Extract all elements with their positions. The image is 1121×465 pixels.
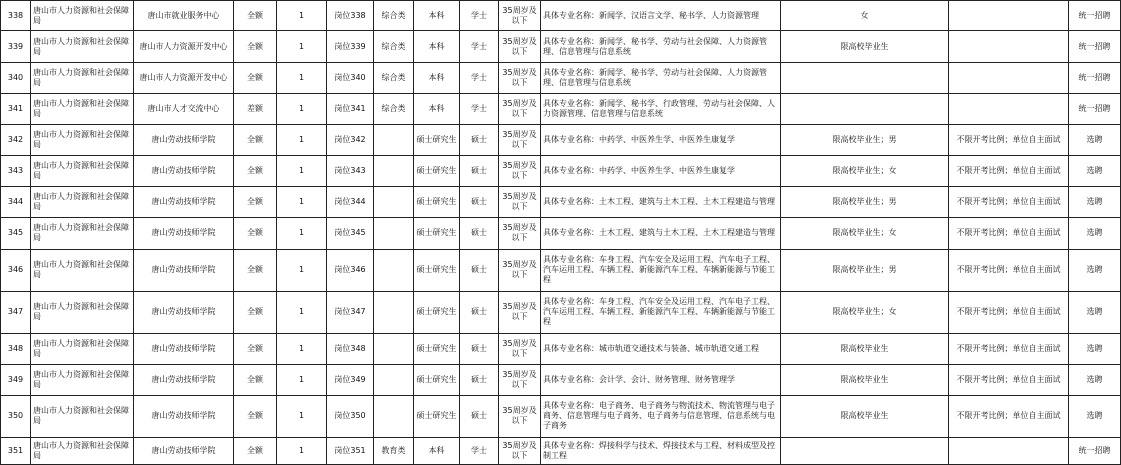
cell-age-requirement: 35周岁及以下: [499, 94, 541, 125]
cell-exam-ratio: 不限开考比例；单位自主面试: [949, 187, 1069, 218]
cell-position-code: 岗位339: [327, 31, 374, 63]
cell-row-number: 342: [1, 125, 31, 156]
cell-position-code: 岗位347: [327, 291, 374, 333]
cell-employer: 唐山劳动技师学院: [134, 218, 234, 249]
cell-age-requirement: 35周岁及以下: [499, 125, 541, 156]
cell-row-number: 341: [1, 94, 31, 125]
cell-major-requirement: 具体专业名称：新闻学、秘书学、行政管理、劳动与社会保障、人力资源管理、信息管理与信息系统: [541, 94, 781, 125]
cell-department: 唐山市人力资源和社会保障局: [31, 218, 134, 249]
cell-degree: 硕士: [460, 218, 499, 249]
cell-headcount: 1: [277, 364, 327, 395]
cell-row-number: 348: [1, 333, 31, 364]
cell-exam-ratio: [949, 63, 1069, 94]
cell-row-number: 350: [1, 395, 31, 437]
cell-major-requirement: 具体专业名称：土木工程、建筑与土木工程、土木工程建造与管理: [541, 187, 781, 218]
table-row: [1, 218, 1121, 249]
cell-row-number: 349: [1, 364, 31, 395]
cell-position-category: [374, 291, 414, 333]
cell-employer: 唐山劳动技师学院: [134, 125, 234, 156]
cell-department: 唐山市人力资源和社会保障局: [31, 63, 134, 94]
cell-funding-type: 全额: [234, 63, 277, 94]
cell-funding-type: 全额: [234, 364, 277, 395]
cell-position-category: [374, 249, 414, 291]
cell-department: 唐山市人力资源和社会保障局: [31, 31, 134, 63]
cell-education: 硕士研究生: [414, 364, 460, 395]
table-row: [1, 249, 1121, 291]
cell-degree: 学士: [460, 31, 499, 63]
cell-age-requirement: 35周岁及以下: [499, 364, 541, 395]
cell-headcount: 1: [277, 218, 327, 249]
cell-other-requirement: 限高校毕业生；男: [781, 125, 949, 156]
cell-position-code: 岗位342: [327, 125, 374, 156]
cell-age-requirement: 35周岁及以下: [499, 156, 541, 187]
cell-major-requirement: 具体专业名称：新闻学、秘书学、劳动与社会保障、人力资源管理、信息管理与信息系统: [541, 63, 781, 94]
cell-recruit-method: 选聘: [1069, 291, 1121, 333]
cell-employer: 唐山市人力资源开发中心: [134, 31, 234, 63]
cell-funding-type: 全额: [234, 1, 277, 31]
cell-major-requirement: 具体专业名称：会计学、会计、财务管理、财务管理学: [541, 364, 781, 395]
cell-employer: 唐山劳动技师学院: [134, 156, 234, 187]
cell-recruit-method: 选聘: [1069, 218, 1121, 249]
cell-funding-type: 差额: [234, 94, 277, 125]
cell-age-requirement: 35周岁及以下: [499, 1, 541, 31]
table-row: [1, 187, 1121, 218]
cell-row-number: 340: [1, 63, 31, 94]
cell-other-requirement: 限高校毕业生: [781, 333, 949, 364]
cell-row-number: 346: [1, 249, 31, 291]
cell-position-category: [374, 364, 414, 395]
cell-position-code: 岗位344: [327, 187, 374, 218]
cell-exam-ratio: 不限开考比例；单位自主面试: [949, 364, 1069, 395]
cell-funding-type: 全额: [234, 291, 277, 333]
cell-other-requirement: 限高校毕业生；女: [781, 218, 949, 249]
cell-other-requirement: [781, 94, 949, 125]
cell-employer: 唐山市人才交流中心: [134, 94, 234, 125]
cell-recruit-method: 统一招聘: [1069, 437, 1121, 464]
cell-position-code: 岗位351: [327, 437, 374, 464]
cell-age-requirement: 35周岁及以下: [499, 63, 541, 94]
cell-row-number: 351: [1, 437, 31, 464]
cell-position-category: [374, 187, 414, 218]
cell-funding-type: 全额: [234, 156, 277, 187]
cell-department: 唐山市人力资源和社会保障局: [31, 156, 134, 187]
cell-major-requirement: 具体专业名称：新闻学、秘书学、劳动与社会保障、人力资源管理、信息管理与信息系统: [541, 31, 781, 63]
cell-age-requirement: 35周岁及以下: [499, 291, 541, 333]
cell-exam-ratio: 不限开考比例；单位自主面试: [949, 395, 1069, 437]
cell-degree: 硕士: [460, 364, 499, 395]
cell-funding-type: 全额: [234, 437, 277, 464]
cell-degree: 学士: [460, 63, 499, 94]
cell-position-code: 岗位346: [327, 249, 374, 291]
cell-department: 唐山市人力资源和社会保障局: [31, 291, 134, 333]
cell-major-requirement: 具体专业名称：电子商务、电子商务与物流技术、物流管理与电子商务、信息管理与电子商务、电子商务与信息管理、信息系统与电子商务: [541, 395, 781, 437]
cell-headcount: 1: [277, 437, 327, 464]
table-row: [1, 63, 1121, 94]
cell-employer: 唐山劳动技师学院: [134, 364, 234, 395]
cell-education: 硕士研究生: [414, 187, 460, 218]
cell-row-number: 339: [1, 31, 31, 63]
cell-education: 本科: [414, 1, 460, 31]
cell-department: 唐山市人力资源和社会保障局: [31, 187, 134, 218]
cell-other-requirement: [781, 437, 949, 464]
cell-headcount: 1: [277, 395, 327, 437]
cell-degree: 硕士: [460, 125, 499, 156]
cell-age-requirement: 35周岁及以下: [499, 333, 541, 364]
cell-age-requirement: 35周岁及以下: [499, 437, 541, 464]
cell-position-category: 综合类: [374, 63, 414, 94]
cell-funding-type: 全额: [234, 187, 277, 218]
cell-position-code: 岗位345: [327, 218, 374, 249]
cell-headcount: 1: [277, 333, 327, 364]
cell-major-requirement: 具体专业名称：焊接科学与技术、焊接技术与工程、材料成型及控制工程: [541, 437, 781, 464]
cell-headcount: 1: [277, 125, 327, 156]
cell-degree: 学士: [460, 1, 499, 31]
cell-recruit-method: 选聘: [1069, 125, 1121, 156]
cell-recruit-method: 统一招聘: [1069, 63, 1121, 94]
cell-age-requirement: 35周岁及以下: [499, 31, 541, 63]
cell-position-code: 岗位338: [327, 1, 374, 31]
cell-education: 本科: [414, 63, 460, 94]
cell-department: 唐山市人力资源和社会保障局: [31, 437, 134, 464]
cell-position-category: [374, 156, 414, 187]
cell-major-requirement: 具体专业名称：城市轨道交通技术与装备、城市轨道交通工程: [541, 333, 781, 364]
cell-employer: 唐山劳动技师学院: [134, 437, 234, 464]
cell-degree: 硕士: [460, 187, 499, 218]
table-row: [1, 395, 1121, 437]
cell-department: 唐山市人力资源和社会保障局: [31, 125, 134, 156]
cell-other-requirement: 女: [781, 1, 949, 31]
cell-education: 硕士研究生: [414, 218, 460, 249]
cell-row-number: 343: [1, 156, 31, 187]
cell-major-requirement: 具体专业名称：土木工程、建筑与土木工程、土木工程建造与管理: [541, 218, 781, 249]
cell-exam-ratio: 不限开考比例；单位自主面试: [949, 291, 1069, 333]
cell-position-category: 教育类: [374, 437, 414, 464]
cell-position-category: [374, 125, 414, 156]
cell-other-requirement: 限高校毕业生: [781, 395, 949, 437]
cell-exam-ratio: [949, 31, 1069, 63]
table-row: [1, 94, 1121, 125]
cell-department: 唐山市人力资源和社会保障局: [31, 395, 134, 437]
cell-education: 硕士研究生: [414, 333, 460, 364]
cell-department: 唐山市人力资源和社会保障局: [31, 364, 134, 395]
cell-education: 硕士研究生: [414, 291, 460, 333]
cell-headcount: 1: [277, 63, 327, 94]
cell-funding-type: 全额: [234, 395, 277, 437]
cell-exam-ratio: 不限开考比例；单位自主面试: [949, 156, 1069, 187]
table-row: [1, 364, 1121, 395]
cell-other-requirement: 限高校毕业生: [781, 364, 949, 395]
table-row: [1, 1, 1121, 31]
cell-recruit-method: 选聘: [1069, 333, 1121, 364]
cell-position-category: [374, 333, 414, 364]
cell-employer: 唐山市就业服务中心: [134, 1, 234, 31]
cell-other-requirement: 限高校毕业生: [781, 31, 949, 63]
cell-department: 唐山市人力资源和社会保障局: [31, 249, 134, 291]
cell-exam-ratio: 不限开考比例；单位自主面试: [949, 218, 1069, 249]
cell-major-requirement: 具体专业名称：中药学、中医养生学、中医养生康复学: [541, 125, 781, 156]
cell-exam-ratio: 不限开考比例；单位自主面试: [949, 333, 1069, 364]
cell-exam-ratio: [949, 1, 1069, 31]
cell-position-code: 岗位348: [327, 333, 374, 364]
cell-position-code: 岗位350: [327, 395, 374, 437]
cell-degree: 硕士: [460, 333, 499, 364]
cell-position-category: 综合类: [374, 94, 414, 125]
cell-recruit-method: 统一招聘: [1069, 94, 1121, 125]
cell-education: 本科: [414, 437, 460, 464]
cell-degree: 硕士: [460, 156, 499, 187]
cell-recruit-method: 统一招聘: [1069, 31, 1121, 63]
cell-position-category: [374, 395, 414, 437]
cell-row-number: 347: [1, 291, 31, 333]
cell-other-requirement: 限高校毕业生；女: [781, 291, 949, 333]
cell-exam-ratio: [949, 94, 1069, 125]
cell-employer: 唐山市人力资源开发中心: [134, 63, 234, 94]
cell-headcount: 1: [277, 1, 327, 31]
cell-headcount: 1: [277, 156, 327, 187]
cell-recruit-method: 选聘: [1069, 364, 1121, 395]
cell-funding-type: 全额: [234, 218, 277, 249]
cell-education: 硕士研究生: [414, 249, 460, 291]
cell-department: 唐山市人力资源和社会保障局: [31, 333, 134, 364]
cell-age-requirement: 35周岁及以下: [499, 218, 541, 249]
cell-position-category: [374, 218, 414, 249]
cell-education: 硕士研究生: [414, 395, 460, 437]
cell-employer: 唐山劳动技师学院: [134, 333, 234, 364]
cell-funding-type: 全额: [234, 31, 277, 63]
table-row: [1, 31, 1121, 63]
cell-department: 唐山市人力资源和社会保障局: [31, 94, 134, 125]
cell-age-requirement: 35周岁及以下: [499, 187, 541, 218]
cell-recruit-method: 选聘: [1069, 395, 1121, 437]
cell-row-number: 345: [1, 218, 31, 249]
cell-degree: 硕士: [460, 395, 499, 437]
cell-other-requirement: [781, 63, 949, 94]
cell-other-requirement: 限高校毕业生；男: [781, 187, 949, 218]
cell-headcount: 1: [277, 94, 327, 125]
cell-funding-type: 全额: [234, 249, 277, 291]
cell-major-requirement: 具体专业名称：新闻学、汉语言文学、秘书学、人力资源管理: [541, 1, 781, 31]
cell-education: 本科: [414, 31, 460, 63]
cell-education: 硕士研究生: [414, 156, 460, 187]
cell-headcount: 1: [277, 31, 327, 63]
cell-position-code: 岗位343: [327, 156, 374, 187]
cell-position-code: 岗位340: [327, 63, 374, 94]
cell-exam-ratio: 不限开考比例；单位自主面试: [949, 249, 1069, 291]
cell-major-requirement: 具体专业名称：车身工程、汽车安全及运用工程、汽车电子工程、汽车运用工程、车辆工程、新能源汽车工程、车辆新能源与节能工程: [541, 249, 781, 291]
cell-funding-type: 全额: [234, 333, 277, 364]
cell-degree: 硕士: [460, 249, 499, 291]
cell-age-requirement: 35周岁及以下: [499, 249, 541, 291]
cell-headcount: 1: [277, 187, 327, 218]
table-row: [1, 437, 1121, 464]
cell-education: 硕士研究生: [414, 125, 460, 156]
cell-major-requirement: 具体专业名称：车身工程、汽车安全及运用工程、汽车电子工程、汽车运用工程、车辆工程、新能源汽车工程、车辆新能源与节能工程: [541, 291, 781, 333]
cell-employer: 唐山劳动技师学院: [134, 187, 234, 218]
cell-funding-type: 全额: [234, 125, 277, 156]
cell-employer: 唐山劳动技师学院: [134, 395, 234, 437]
cell-recruit-method: 选聘: [1069, 187, 1121, 218]
cell-position-code: 岗位341: [327, 94, 374, 125]
cell-exam-ratio: 不限开考比例；单位自主面试: [949, 125, 1069, 156]
cell-position-code: 岗位349: [327, 364, 374, 395]
cell-recruit-method: 选聘: [1069, 156, 1121, 187]
cell-recruit-method: 选聘: [1069, 249, 1121, 291]
cell-education: 本科: [414, 94, 460, 125]
cell-row-number: 338: [1, 1, 31, 31]
cell-headcount: 1: [277, 291, 327, 333]
cell-degree: 硕士: [460, 291, 499, 333]
cell-other-requirement: 限高校毕业生；女: [781, 156, 949, 187]
cell-degree: 学士: [460, 94, 499, 125]
cell-headcount: 1: [277, 249, 327, 291]
cell-position-category: 综合类: [374, 31, 414, 63]
cell-recruit-method: 统一招聘: [1069, 1, 1121, 31]
cell-row-number: 344: [1, 187, 31, 218]
table-row: [1, 333, 1121, 364]
cell-age-requirement: 35周岁及以下: [499, 395, 541, 437]
table-row: [1, 156, 1121, 187]
table-body: [1, 1, 1121, 465]
cell-department: 唐山市人力资源和社会保障局: [31, 1, 134, 31]
cell-position-category: 综合类: [374, 1, 414, 31]
cell-degree: 学士: [460, 437, 499, 464]
cell-exam-ratio: [949, 437, 1069, 464]
cell-employer: 唐山劳动技师学院: [134, 291, 234, 333]
cell-employer: 唐山劳动技师学院: [134, 249, 234, 291]
cell-other-requirement: 限高校毕业生；男: [781, 249, 949, 291]
cell-major-requirement: 具体专业名称：中药学、中医养生学、中医养生康复学: [541, 156, 781, 187]
table-row: [1, 125, 1121, 156]
table-row: [1, 291, 1121, 333]
